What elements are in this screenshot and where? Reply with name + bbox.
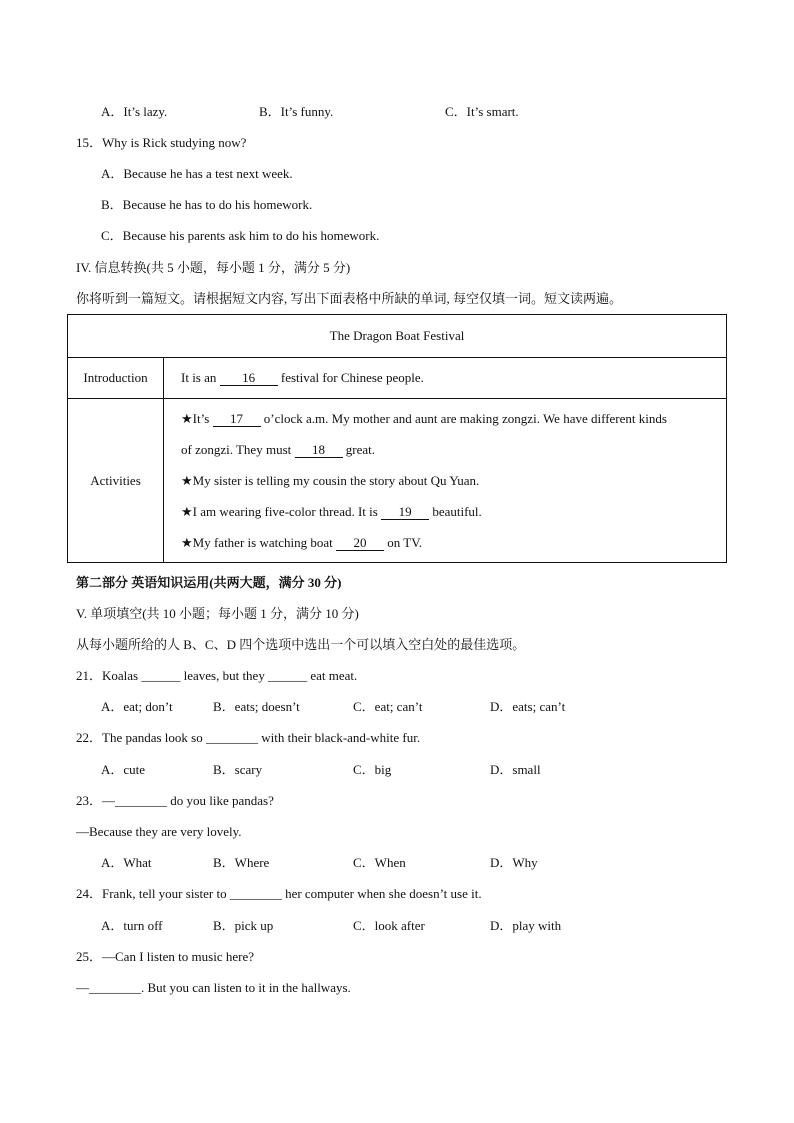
q15-option-a: A．Because he has a test next week.: [101, 166, 293, 181]
table-title: The Dragon Boat Festival: [68, 315, 727, 358]
section5-heading: V. 单项填空(共 10 小题；每小题 1 分，满分 10 分): [76, 606, 359, 621]
q22-option-a: A．cute: [101, 762, 146, 777]
info-table: [67, 314, 727, 563]
q14-option-a: A．It’s lazy.: [101, 104, 168, 119]
section4-instruction: 你将听到一篇短文。请根据短文内容, 写出下面表格中所缺的单词, 每空仅填一词。短文读两遍。: [76, 291, 623, 306]
q21-stem: 21．Koalas ______ leaves, but they ______ eat meat.: [76, 668, 358, 683]
q24-option-a: A．turn off: [101, 918, 163, 933]
activities-label: Activities: [68, 399, 164, 563]
q23-option-b: B．Where: [213, 855, 270, 870]
intro-cell: It is an 16 festival for Chinese people.: [164, 358, 727, 399]
activity-4: ★My father is watching boat 20 on TV.: [181, 535, 423, 550]
section5-instruction: 从每小题所给的人 B、C、D 四个选项中选出一个可以填入空白处的最佳选项。: [76, 637, 526, 652]
activities-cell: [164, 399, 727, 563]
blank-16: 16: [220, 371, 278, 386]
q24-option-c: C．look after: [353, 918, 425, 933]
q22-option-d: D．small: [490, 762, 541, 777]
part2-heading: 第二部分 英语知识运用(共两大题，满分 30 分): [76, 575, 342, 590]
activity-3: ★I am wearing five-color thread. It is 19 beautiful.: [181, 504, 482, 519]
q24-stem: 24．Frank, tell your sister to ________ her computer when she doesn’t use it.: [76, 886, 482, 901]
blank-19: 19: [381, 505, 429, 520]
q22-stem: 22．The pandas look so ________ with their black-and-white fur.: [76, 730, 421, 745]
q25-reply: —________. But you can listen to it in the hallways.: [76, 980, 351, 995]
q22-option-c: C．big: [353, 762, 392, 777]
q23-option-a: A．What: [101, 855, 152, 870]
activity-2: ★My sister is telling my cousin the story about Qu Yuan.: [181, 473, 480, 488]
q23-stem: 23．—________ do you like pandas?: [76, 793, 274, 808]
q25-stem: 25．—Can I listen to music here?: [76, 949, 254, 964]
activity-1: ★It’s 17 o’clock a.m. My mother and aunt are making zongzi. We have different kinds: [181, 411, 667, 426]
q24-option-b: B．pick up: [213, 918, 274, 933]
q14-option-b: B．It’s funny.: [259, 104, 334, 119]
q21-option-d: D．eats; can’t: [490, 699, 566, 714]
q21-option-b: B．eats; doesn’t: [213, 699, 300, 714]
q23-option-d: D．Why: [490, 855, 538, 870]
q15-option-b: B．Because he has to do his homework.: [101, 197, 313, 212]
section4-heading: IV. 信息转换(共 5 小题，每小题 1 分，满分 5 分): [76, 260, 351, 275]
q23-reply: —Because they are very lovely.: [76, 824, 242, 839]
q15-stem: 15．Why is Rick studying now?: [76, 135, 247, 150]
q23-option-c: C．When: [353, 855, 406, 870]
q22-option-b: B．scary: [213, 762, 263, 777]
blank-17: 17: [213, 412, 261, 427]
blank-20: 20: [336, 536, 384, 551]
q24-option-d: D．play with: [490, 918, 562, 933]
q14-option-c: C．It’s smart.: [445, 104, 519, 119]
activity-1-cont: of zongzi. They must 18 great.: [181, 442, 375, 457]
intro-label: Introduction: [68, 358, 164, 399]
q21-option-a: A．eat; don’t: [101, 699, 173, 714]
q15-option-c: C．Because his parents ask him to do his homework.: [101, 228, 380, 243]
q21-option-c: C．eat; can’t: [353, 699, 423, 714]
blank-18: 18: [295, 443, 343, 458]
